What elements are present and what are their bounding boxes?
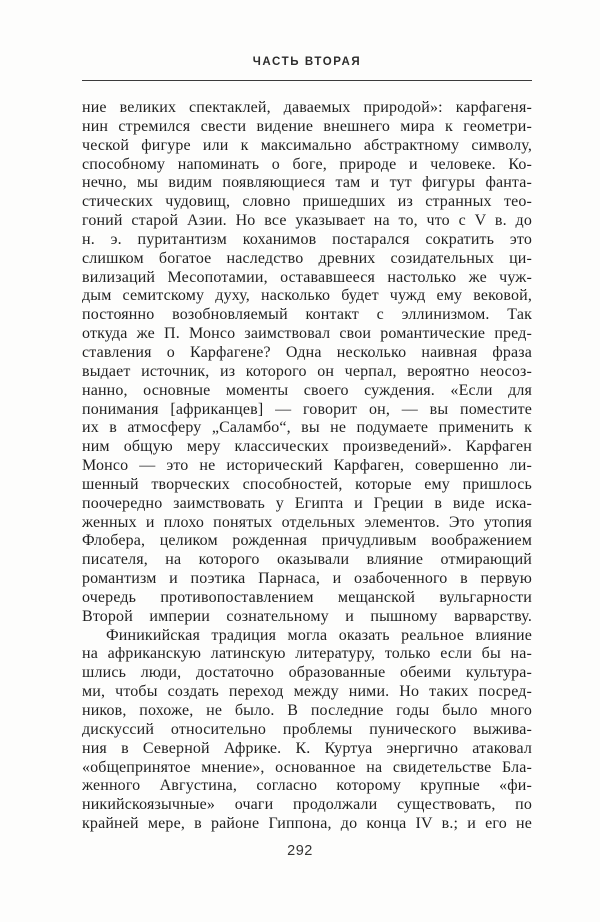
- page-number: 292: [287, 843, 313, 859]
- text-line: их в атмосферу „Саламбо“, вы не подумаете применить к: [82, 419, 532, 437]
- text-line: ние великих спектаклей, даваемых природой»: карфагеня-: [82, 99, 532, 116]
- running-header: ЧАСТЬ ВТОРАЯ: [252, 56, 362, 68]
- text-line: ческой фигуре или к максимально абстрактному символу,: [82, 136, 532, 154]
- text-line: романтизм и поэтика Парнаса, и озабоченного в первую: [82, 570, 532, 588]
- text-line: на африканскую латинскую литературу, только если бы на-: [82, 645, 532, 663]
- text-line: Монсо — это не исторический Карфаген, совершенно ли-: [82, 457, 532, 475]
- text-line: откуда же П. Монсо заимствовал свои романтические пред-: [82, 325, 532, 343]
- text-line: способному напоминать о боге, природе и человеке. Ко-: [82, 155, 532, 173]
- text-line: шенный творческих способностей, которые ему пришлось: [82, 475, 532, 493]
- text-line: дым семитскому духу, насколько будет чужд ему вековой,: [82, 287, 532, 305]
- header-rule: [82, 80, 532, 81]
- text-line: нанно, основные моменты своего суждения. «Если для: [82, 381, 532, 399]
- text-line: ния в Северной Африке. К. Куртуа энергично атаковал: [82, 739, 532, 757]
- text-line: «общепринятое мнение», основанное на свидетельстве Бла-: [82, 758, 532, 776]
- text-line: шлись люди, достаточно образованные обеими культура-: [82, 664, 532, 682]
- text-line: постоянно возобновляемый контакт с эллинизмом. Так: [82, 306, 532, 324]
- text-line: нечно, мы видим появляющиеся там и тут фигуры фанта-: [82, 174, 532, 192]
- body-text: [82, 99, 532, 834]
- text-line: н. э. пуритантизм коханимов постарался сократить это: [82, 230, 532, 248]
- text-line: ним общую меру классических произведений». Карфаген: [82, 438, 532, 456]
- text-line: выдает источник, из которого он черпал, вероятно неосоз-: [82, 362, 532, 380]
- text-line: очередь противопоставлением мещанской вульгарности: [82, 588, 532, 606]
- text-line: дискуссий относительно проблемы пунического выжива-: [82, 720, 532, 738]
- text-line: Второй империи сознательному и пышному варварству.: [82, 607, 532, 625]
- text-line: слишком богатое наследство древних созидательных ци-: [82, 249, 532, 267]
- text-line: поочередно заимствовать у Египта и Греции в виде иска-: [82, 494, 532, 512]
- text-line: нин стремился свести видение внешнего мира к геометри-: [82, 117, 532, 135]
- text-line: женного Августина, согласно которому крупные «фи-: [82, 777, 532, 795]
- text-line: гоний старой Азии. Но все указывает на то, что с V в. до: [82, 212, 532, 230]
- text-line-paragraph-start: Финикийская традиция могла оказать реальное влияние: [106, 626, 532, 644]
- text-line: ми, чтобы создать переход между ними. Но таких посред-: [82, 683, 532, 701]
- text-line: вилизаций Месопотамии, остававшееся настолько же чуж-: [82, 268, 532, 286]
- text-line: никийскоязычные» очаги продолжали существовать, по: [82, 796, 532, 814]
- text-line: стических чудовищ, словно пришедших из странных тео-: [82, 193, 532, 211]
- text-line: крайней мере, в районе Гиппона, до конца IV в.; и его не: [82, 815, 532, 833]
- text-line: понимания [африканцев] — говорит он, — вы поместите: [82, 400, 532, 418]
- text-line: женных и плохо понятых отдельных элементов. Это утопия: [82, 513, 532, 531]
- text-line: писателя, на которого оказывали влияние отмирающий: [82, 551, 532, 569]
- text-line: Флобера, целиком рожденная причудливым воображением: [82, 532, 532, 550]
- text-line: ставления о Карфагене? Одна несколько наивная фраза: [82, 343, 532, 361]
- text-line: ников, похоже, не было. В последние годы было много: [82, 702, 532, 719]
